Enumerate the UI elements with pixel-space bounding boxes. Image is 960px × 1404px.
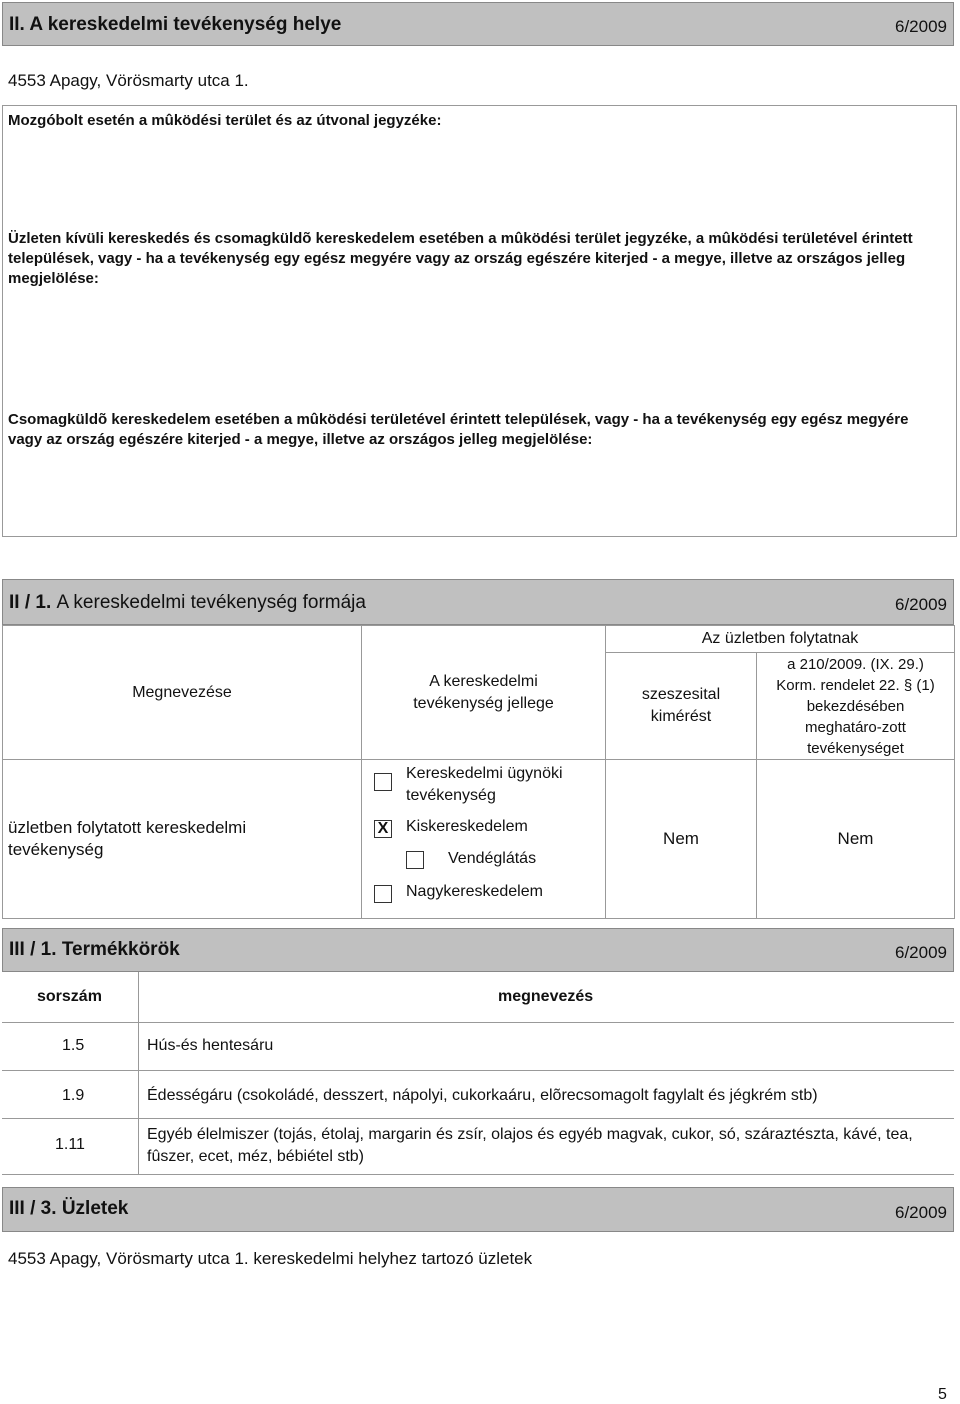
col-header-weigh: szeszesital kimérést (605, 652, 757, 760)
col-header-group: Az üzletben folytatnak (605, 625, 955, 653)
section-title (9, 592, 366, 614)
row-product: Hús-és hentesáru (147, 1037, 274, 1054)
section-title (9, 1198, 128, 1220)
option-wholesale-label: Nagykereskedelem (406, 883, 543, 900)
form-code: 6/2009 (895, 595, 947, 614)
section-title-text: Üzletek (61, 1198, 129, 1219)
col-header-name: Megnevezése (2, 625, 362, 760)
section-title (9, 939, 180, 961)
row-product: Egyéb élelmiszer (tojás, étolaj, margarin és zsír, olajos és egyéb magvak, cukor, só, száraztészta, kávé, tea, fûszer, ecet, méz, bébiétel stb) (147, 1126, 913, 1165)
col-header-number: sorszám (37, 988, 102, 1005)
section-header-location (2, 2, 954, 46)
weigh-value-cell (605, 759, 757, 919)
row-number: 1.9 (62, 1087, 85, 1104)
mobile-shop-label: Mozgóbolt esetén a mûködési terület és az útvonal jegyzéke: (8, 112, 442, 129)
checkbox-retail[interactable]: X (374, 820, 392, 838)
option-catering-label: Vendéglátás (448, 850, 537, 867)
mobile-shop-box (2, 105, 957, 537)
row-divider (2, 1118, 954, 1119)
address: 4553 Apagy, Vörösmarty utca 1. (8, 71, 249, 90)
col-header-nature: A kereskedelmi tevékenység jellege (361, 625, 606, 760)
mail-order-label: Csomagküldõ kereskedelem esetében a mûködési területével érintett települések, vagy - ha a tevékenység egy egész megyére vagy az ország egészére kiterjed - a megye, illetve az országos jelleg megjelölése: (8, 411, 909, 448)
row-product: Édességáru (csokoládé, desszert, nápolyi, cukorkaáru, elõrecsomagolt fagylalt és jégkrém stb) (147, 1087, 818, 1104)
checkbox-catering[interactable] (406, 851, 424, 869)
form-code: 6/2009 (895, 17, 947, 36)
option-retail-label: Kiskereskedelem (406, 818, 528, 835)
section-title-text: Termékkörök (61, 939, 180, 960)
checkbox-agent[interactable] (374, 773, 392, 791)
row-divider (2, 1070, 954, 1071)
weigh-value: Nem (663, 829, 699, 848)
decree-value-cell (756, 759, 955, 919)
section-number: III / 3. (9, 1198, 57, 1219)
section-header-form (2, 579, 954, 625)
section-header-shops (2, 1187, 954, 1232)
column-divider (138, 972, 139, 1174)
form-code: 6/2009 (895, 1203, 947, 1222)
col-header-decree: a 210/2009. (IX. 29.) Korm. rendelet 22. § (1) bekezdésében meghatáro-zott tevékenységet (756, 652, 955, 760)
form-code: 6/2009 (895, 943, 947, 962)
section-number: II / 1. (9, 592, 52, 613)
outside-trade-label: Üzleten kívüli kereskedés és csomagküldõ kereskedelem esetében a mûködési terület jegyzéke, a mûködési területével érintett települések, vagy - ha a tevékenység egy egész megyére vagy az ország egészére kiterjed - a megye, illetve az országos jelleg megjelölése: (8, 230, 913, 287)
row-divider (2, 1174, 954, 1175)
row-number: 1.11 (55, 1136, 85, 1153)
row-name: üzletben folytatott kereskedelmi tevékenység (8, 818, 247, 859)
section-header-products (2, 928, 954, 972)
decree-value: Nem (837, 829, 874, 848)
col-header-product: megnevezés (498, 988, 594, 1005)
page-number: 5 (938, 1386, 947, 1403)
option-agent-label: Kereskedelmi ügynöki tevékenység (406, 765, 563, 804)
row-divider (2, 1022, 954, 1023)
row-number: 1.5 (62, 1037, 85, 1054)
section-title: II. A kereskedelmi tevékenység helye (9, 14, 342, 35)
shops-text: 4553 Apagy, Vörösmarty utca 1. kereskedelmi helyhez tartozó üzletek (8, 1249, 533, 1268)
section-number: III / 1. (9, 939, 57, 960)
section-title-text: A kereskedelmi tevékenység formája (56, 592, 366, 613)
checkbox-wholesale[interactable] (374, 885, 392, 903)
